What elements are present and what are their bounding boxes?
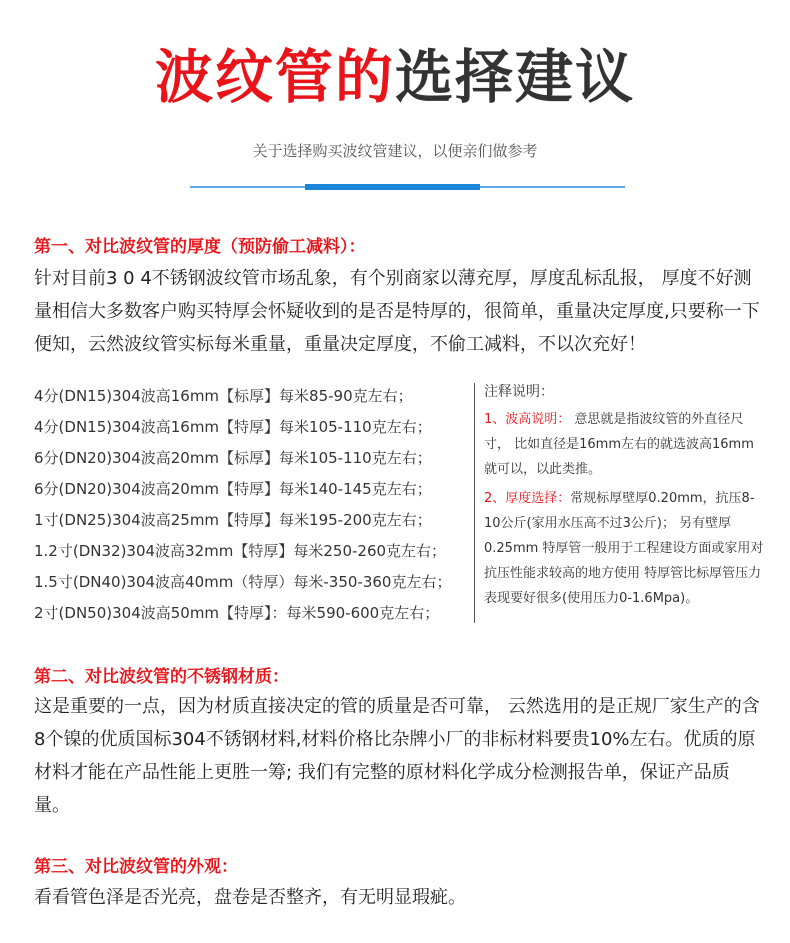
spec-list (34, 381, 474, 629)
spec-item: 1寸(DN25)304波高25mm【特厚】每米195-200克左右； (34, 511, 432, 529)
spec-item: 4分(DN15)304波高16mm【标厚】每米85-90克左右； (34, 387, 413, 405)
note-item-1 (484, 407, 764, 482)
section3-paragraph: 看看管色泽是否光亮，盘卷是否整齐，有无明显瑕疵。 (34, 887, 466, 908)
notes-panel (484, 380, 764, 615)
note-2-label: 2、厚度选择： (484, 491, 571, 506)
spec-item: 4分(DN15)304波高16mm【特厚】每米105-110克左右； (34, 418, 432, 436)
spec-item: 6分(DN20)304波高20mm【标厚】每米105-110克左右； (34, 449, 432, 467)
note-2-text: 常规标厚壁厚0.20mm，抗压8-10公斤(家用水压高不过3公斤)； 另有壁厚0.25mm 特厚管一般用于工程建设方面或家用对抗压性能求较高的地方使用 特厚管比标厚管压力表现要好很多(使用压力0-1.6Mpa)。 (484, 491, 764, 606)
page-title-dark: 选择建议 (395, 43, 636, 111)
note-1-text: 意思就是指波纹管的外直径尺寸， 比如直径是16mm左右的就选波高16mm就可以，以此类推。 (484, 412, 754, 477)
note-item-2 (484, 486, 764, 611)
title-divider-accent (305, 184, 480, 190)
spec-item: 2寸(DN50)304波高50mm【特厚】：每米590-600克左右； (34, 604, 440, 622)
note-1-label: 1、波高说明： (484, 412, 571, 427)
spec-item: 6分(DN20)304波高20mm【特厚】每米140-145克左右； (34, 480, 432, 498)
section1-heading: 第一、对比波纹管的厚度（预防偷工减料）： (34, 237, 366, 257)
section2-paragraph: 这是重要的一点，因为材质直接决定的管的质量是否可靠， 云然选用的是正规厂家生产的含8个镍的优质国标304不锈钢材料,材料价格比杂牌小厂的非标材料要贵10%左右。优质的原材料才能在产品性能上更胜一筹; 我们有完整的原材料化学成分检测报告单，保证产品质量。 (34, 696, 760, 816)
notes-title: 注释说明： (484, 384, 554, 400)
page-title (0, 44, 790, 110)
notes-divider (474, 383, 475, 623)
section2-heading: 第二、对比波纹管的不锈钢材质： (34, 667, 289, 687)
page-subtitle: 关于选择购买波纹管建议，以便亲们做参考 (252, 142, 538, 160)
spec-item: 1.5寸(DN40)304波高40mm（特厚）每米-350-360克左右； (34, 573, 452, 591)
page-title-red: 波纹管的 (154, 43, 395, 111)
section3-heading: 第三、对比波纹管的外观： (34, 857, 238, 877)
section1-paragraph: 针对目前3 0 4不锈钢波纹管市场乱象，有个别商家以薄充厚，厚度乱标乱报， 厚度不好测量相信大多数客户购买特厚会怀疑收到的是否是特厚的，很简单，重量决定厚度,只要称一下便知，云然波纹管实标每米重量，重量决定厚度，不偷工减料，不以次充好！ (34, 268, 760, 355)
spec-item: 1.2寸(DN32)304波高32mm【特厚】每米250-260克左右； (34, 542, 447, 560)
